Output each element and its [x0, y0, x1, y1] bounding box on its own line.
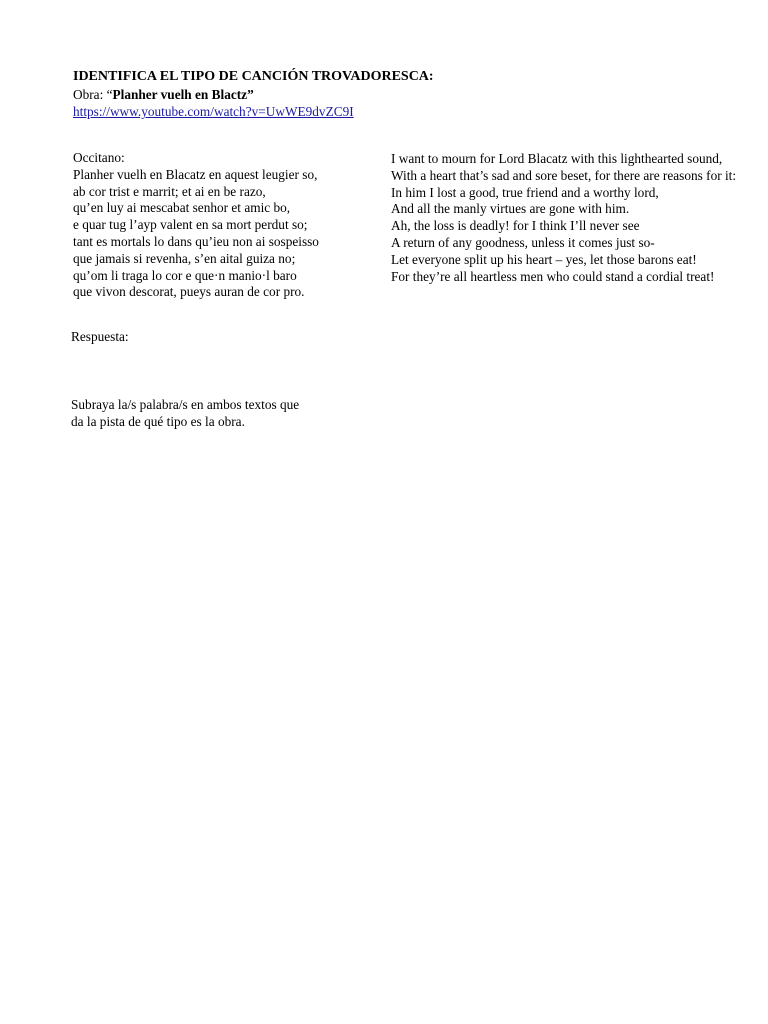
youtube-link[interactable]: https://www.youtube.com/watch?v=UwWE9dvZC9I — [73, 104, 354, 119]
occitan-heading: Occitano: — [73, 150, 125, 165]
occitan-line: Planher vuelh en Blacatz en aquest leugier so, — [73, 166, 318, 182]
english-line: I want to mourn for Lord Blacatz with this lighthearted sound, — [391, 151, 723, 166]
occitan-line: qu’om li traga lo cor e que·n manio·l baro — [73, 267, 297, 283]
occitan-line: que vivon descorat, pueys auran de cor pro. — [73, 284, 305, 300]
english-line: Let everyone split up his heart – yes, let those barons eat! — [391, 251, 697, 267]
english-text-block — [391, 151, 741, 285]
occitan-line: e quar tug l’ayp valent en sa mort perdut so; — [73, 217, 308, 233]
english-line: For they’re all heartless men who could stand a cordial treat! — [391, 268, 715, 284]
work-label: Obra: “ — [73, 86, 113, 102]
instruction-text: Subraya la/s palabra/s en ambos textos que da la pista de qué tipo es la obra. — [71, 397, 300, 429]
occitan-line: que jamais si revenha, s’en aital guiza no; — [73, 250, 296, 266]
work-title-line — [73, 86, 673, 104]
occitan-line: tant es mortals lo dans qu’ieu non ai sospeisso — [73, 233, 319, 249]
occitan-text-block — [73, 150, 373, 301]
english-line: And all the manly virtues are gone with him. — [391, 201, 630, 217]
occitan-line: ab cor trist e marrit; et ai en be razo, — [73, 183, 266, 199]
document-header — [73, 68, 673, 121]
occitan-line: qu’en luy ai mescabat senhor et amic bo, — [73, 200, 291, 216]
work-name: Planher vuelh en Blactz” — [112, 86, 254, 102]
english-line: With a heart that’s sad and sore beset, for there are reasons for it: — [391, 167, 737, 183]
english-line: A return of any goodness, unless it comes just so- — [391, 234, 655, 250]
english-line: Ah, the loss is deadly! for I think I’ll never see — [391, 218, 640, 234]
answer-label: Respuesta: — [71, 329, 129, 344]
page-title: IDENTIFICA EL TIPO DE CANCIÓN TROVADORESCA: — [73, 69, 434, 84]
english-line: In him I lost a good, true friend and a worthy lord, — [391, 184, 659, 200]
